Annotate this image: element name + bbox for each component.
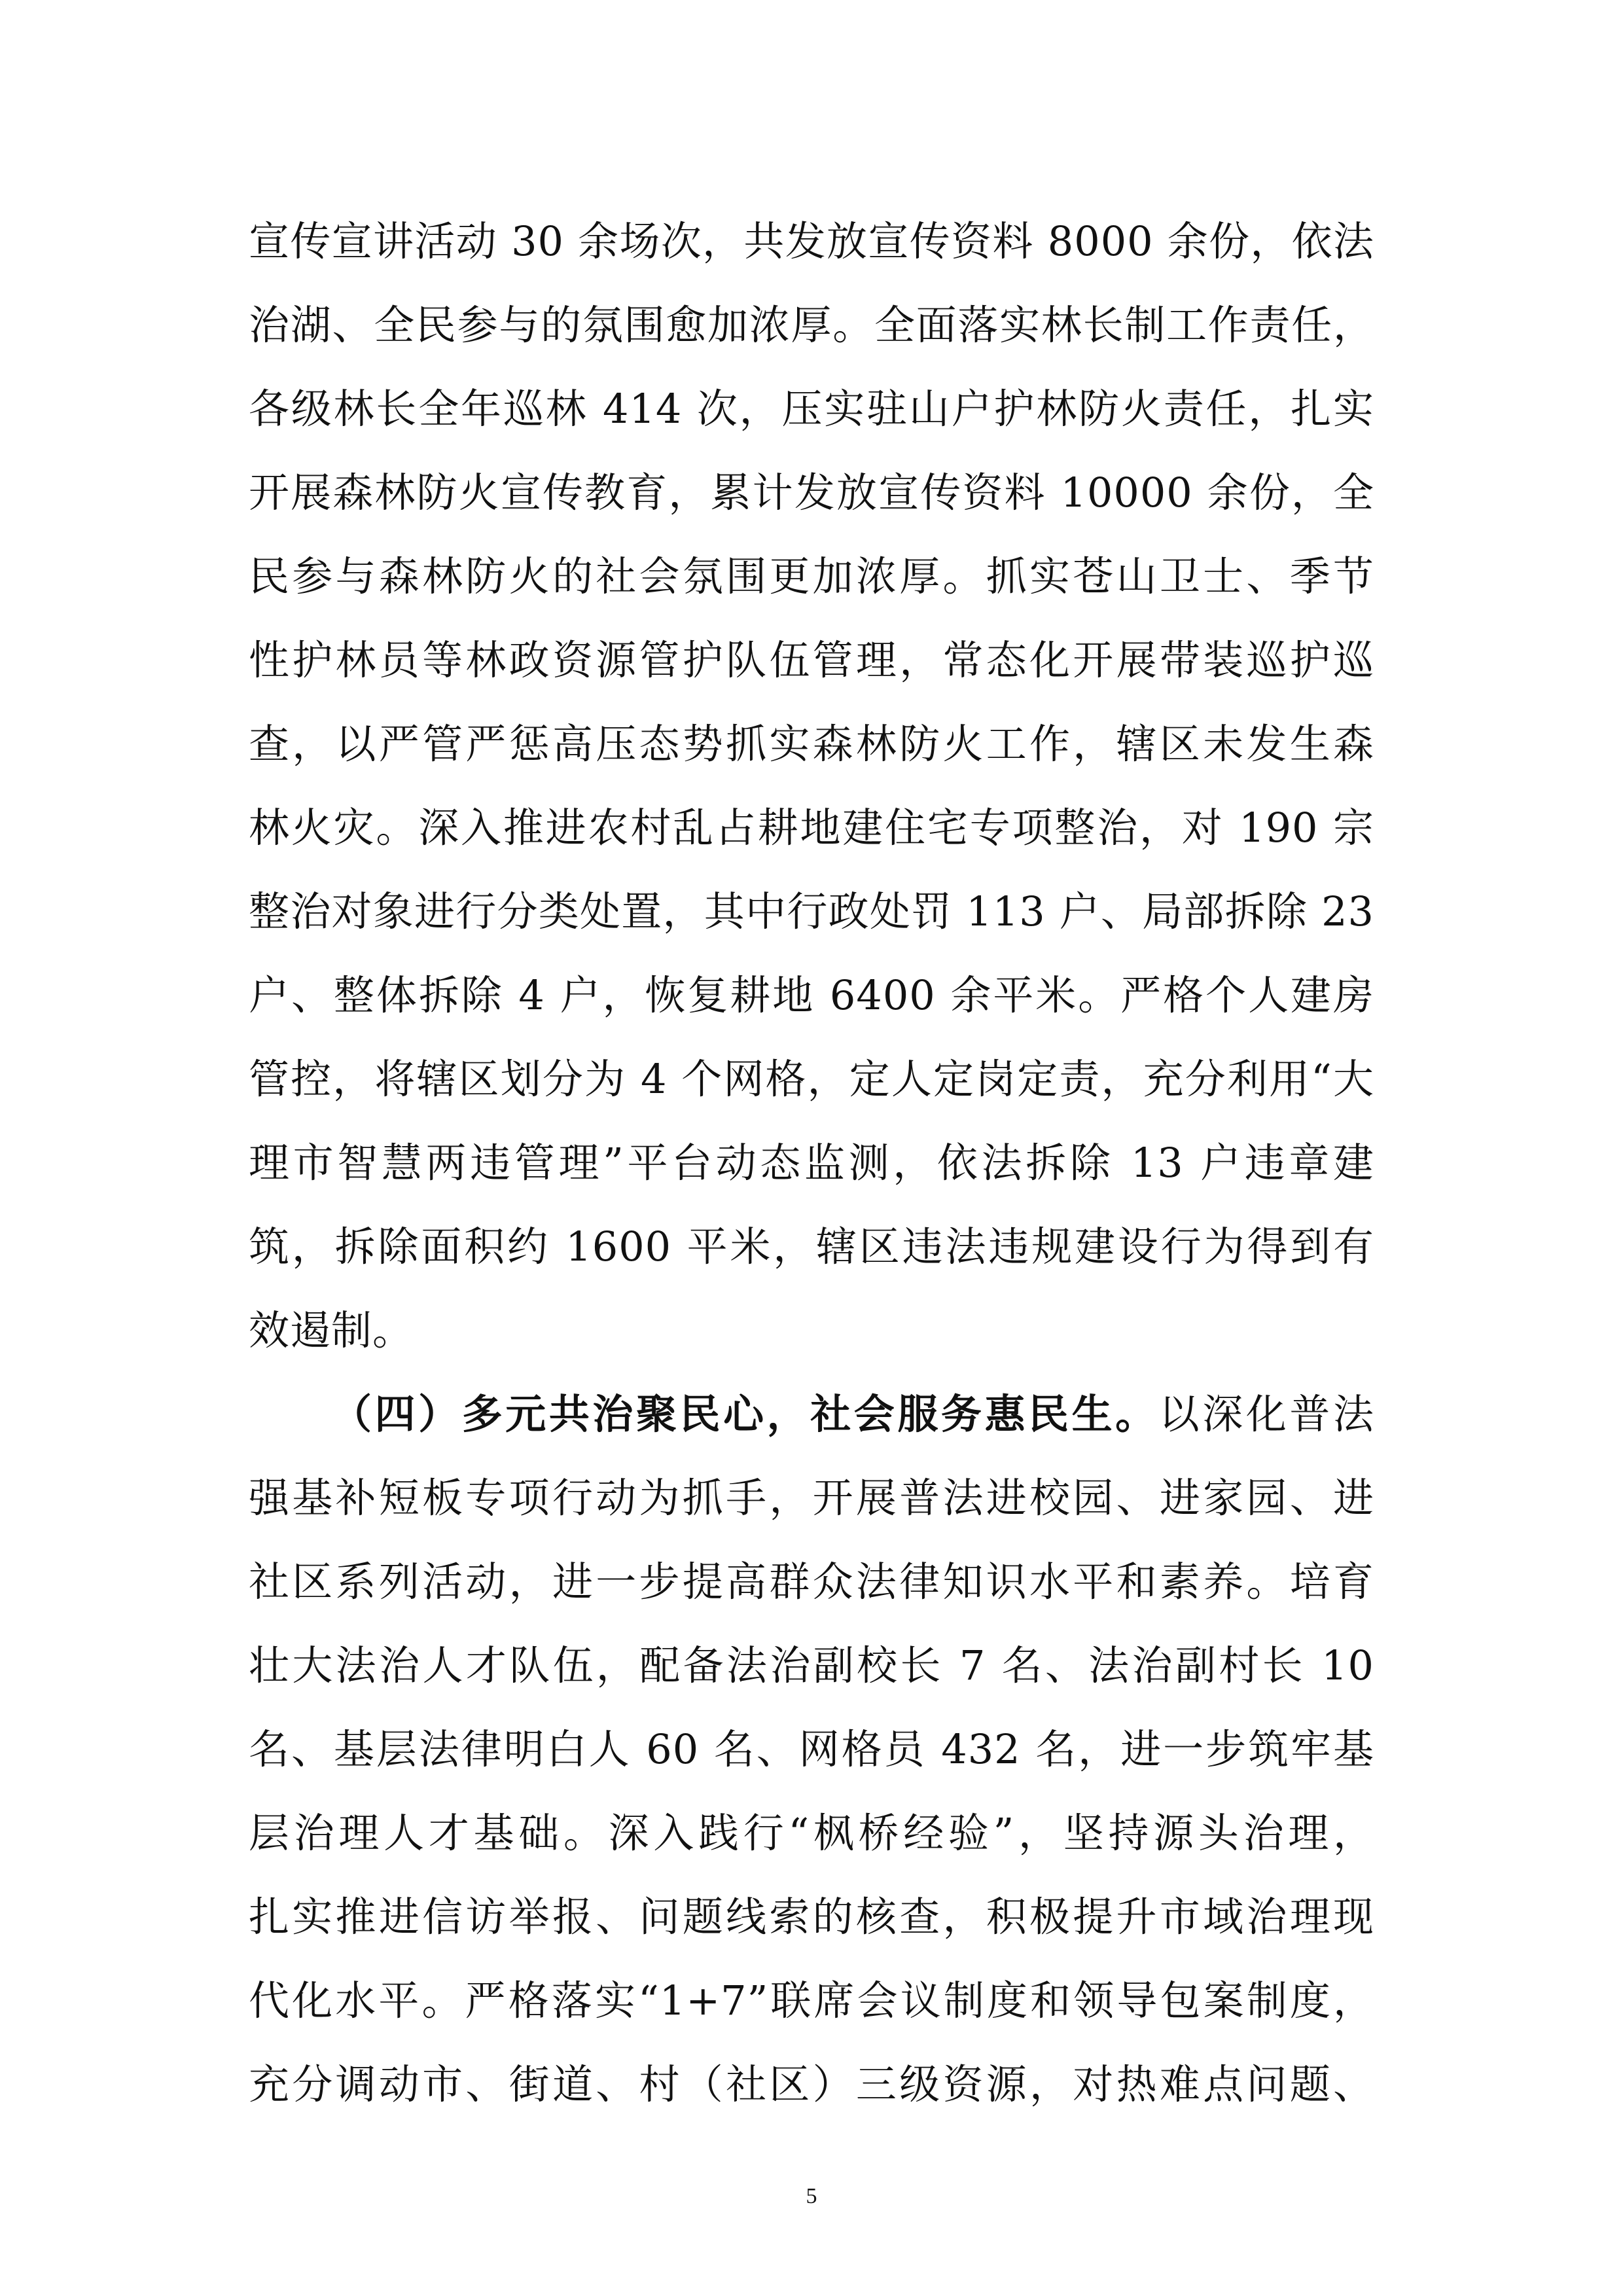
body-text-line: 户、整体拆除 4 户，恢复耕地 6400 余平米。严格个人建房 [249, 971, 1374, 1019]
body-text-line: 整治对象进行分类处置，其中行政处罚 113 户、局部拆除 23 [249, 888, 1374, 935]
body-text-line: 管控，将辖区划分为 4 个网格，定人定岗定责，充分利用“大 [249, 1055, 1374, 1103]
body-text-line: 查，以严管严惩高压态势抓实森林防火工作，辖区未发生森 [249, 720, 1374, 768]
section-four-lead-text: 以深化普法 [1158, 1390, 1374, 1438]
body-text-line: 强基补短板专项行动为抓手，开展普法进校园、进家园、进 [249, 1474, 1374, 1522]
body-text-line: 代化水平。严格落实“1+7”联席会议制度和领导包案制度， [249, 1977, 1374, 2024]
body-text-line: 开展森林防火宣传教育，累计发放宣传资料 10000 余份，全 [249, 469, 1374, 516]
body-text-line: 治湖、全民参与的氛围愈加浓厚。全面落实林长制工作责任， [249, 301, 1374, 349]
body-text-line: 各级林长全年巡林 414 次，压实驻山户护林防火责任，扎实 [249, 385, 1374, 433]
body-text-line: 民参与森林防火的社会氛围更加浓厚。抓实苍山卫士、季节 [249, 552, 1374, 600]
body-text-line: 层治理人才基础。深入践行“枫桥经验”，坚持源头治理， [249, 1809, 1374, 1857]
body-text-line: 宣传宣讲活动 30 余场次，共发放宣传资料 8000 余份，依法 [249, 217, 1374, 265]
body-text-line: 扎实推进信访举报、问题线索的核查，积极提升市域治理现 [249, 1893, 1374, 1941]
body-text-line: 社区系列活动，进一步提高群众法律知识水平和素养。培育 [249, 1558, 1374, 1605]
section-four-first-line [331, 1372, 1374, 1456]
body-text-line: 名、基层法律明白人 60 名、网格员 432 名，进一步筑牢基 [249, 1725, 1374, 1773]
body-text-line: 性护林员等林政资源管护队伍管理，常态化开展带装巡护巡 [249, 636, 1374, 684]
body-text-line: 充分调动市、街道、村（社区）三级资源，对热难点问题、 [249, 2060, 1374, 2108]
body-text-line: 理市智慧两违管理”平台动态监测，依法拆除 13 户违章建 [249, 1139, 1374, 1187]
body-text-line: 效遏制。 [249, 1306, 414, 1354]
body-text-line: 林火灾。深入推进农村乱占耕地建住宅专项整治，对 190 宗 [249, 804, 1374, 852]
page-number: 5 [806, 2184, 817, 2208]
body-text-line: 壮大法治人才队伍，配备法治副校长 7 名、法治副村长 10 [249, 1641, 1374, 1689]
section-four-heading: （四）多元共治聚民心，社会服务惠民生。 [331, 1390, 1159, 1438]
body-text-line: 筑，拆除面积约 1600 平米，辖区违法违规建设行为得到有 [249, 1223, 1374, 1270]
